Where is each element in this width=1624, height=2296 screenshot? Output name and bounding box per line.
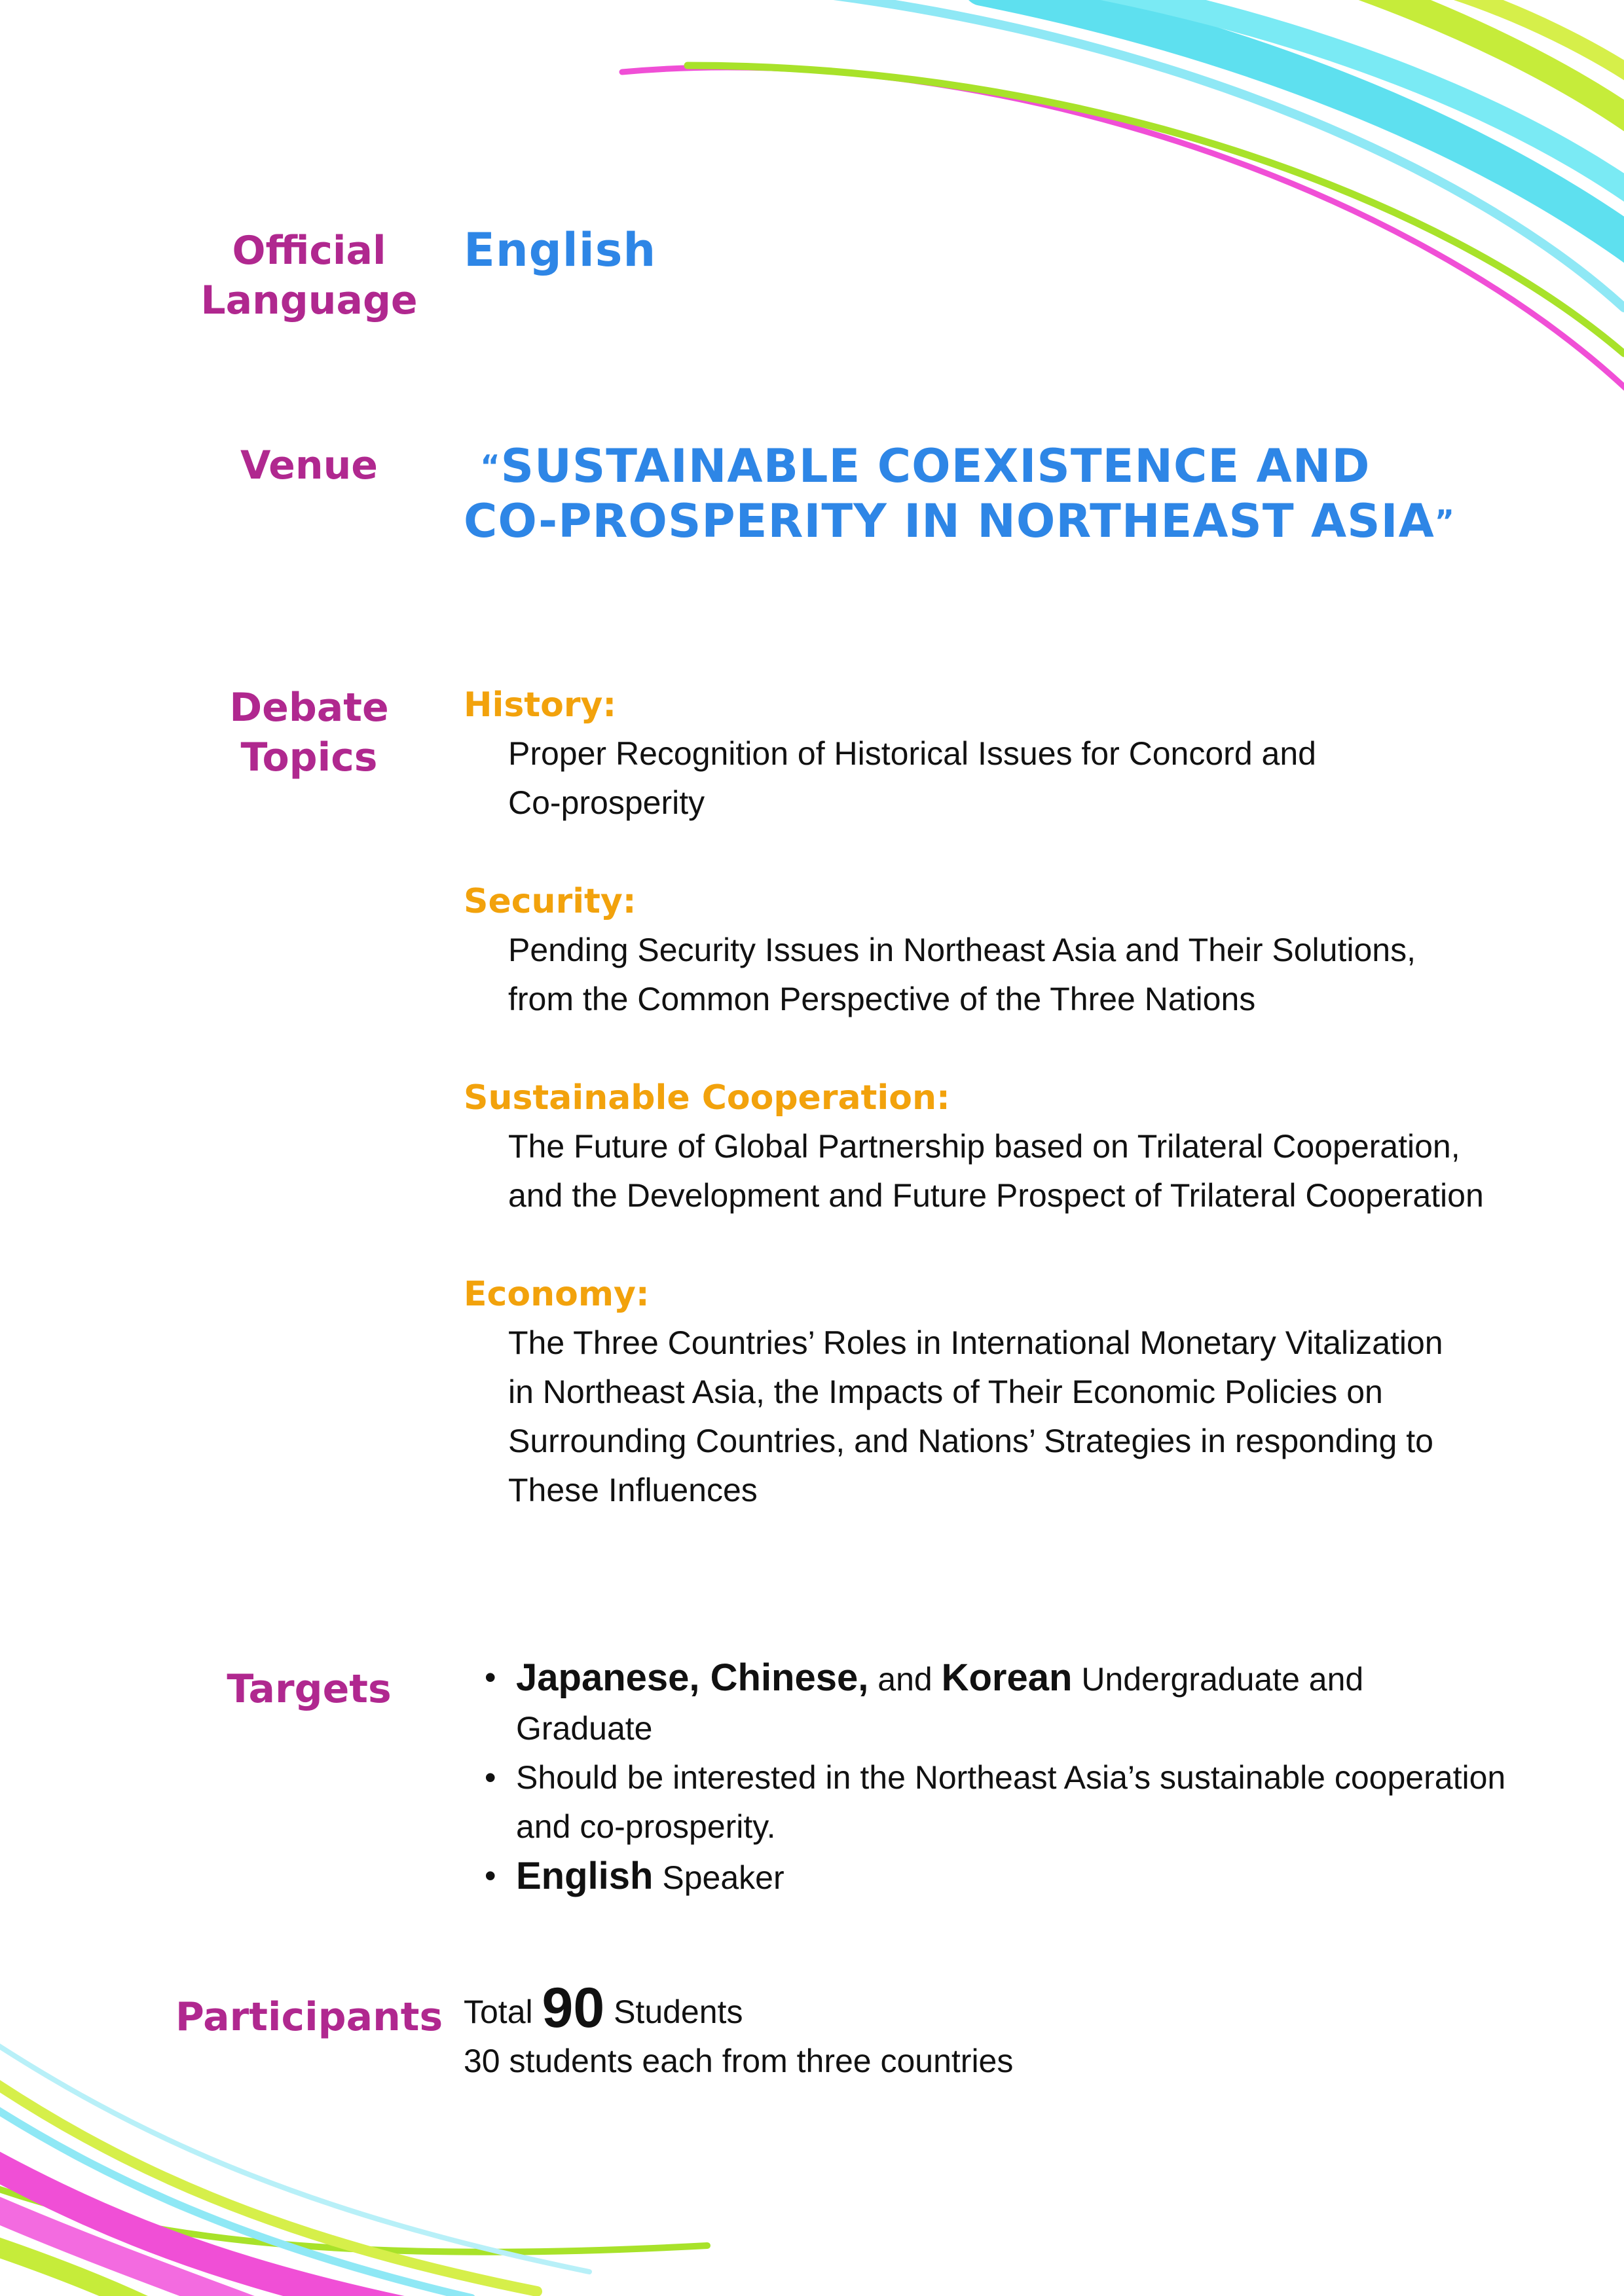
venue-title-part-2: CO-PROSPERITY IN NORTHEAST ASIA bbox=[464, 494, 1435, 548]
topic-security bbox=[464, 877, 1498, 1024]
official-language-value: English bbox=[464, 223, 657, 277]
label-line: Topics bbox=[240, 735, 378, 780]
target-korean: Korean bbox=[941, 1656, 1073, 1699]
participants-total bbox=[464, 1977, 1013, 2039]
total-prefix: Total bbox=[464, 1994, 542, 2030]
topic-line: and the Development and Future Prospect of Trilateral Cooperation bbox=[508, 1177, 1484, 1214]
open-quote: “ bbox=[480, 448, 501, 484]
participants-label bbox=[152, 1992, 466, 2042]
topic-line: The Future of Global Partnership based on Trilateral Cooperation, bbox=[508, 1128, 1460, 1165]
label-line: Debate bbox=[229, 685, 389, 731]
topic-line: These Influences bbox=[508, 1472, 758, 1508]
topic-heading: Sustainable Cooperation: bbox=[464, 1078, 950, 1118]
venue-value bbox=[464, 439, 1455, 549]
venue-title-part-1: SUSTAINABLE COEXISTENCE AND bbox=[500, 439, 1371, 493]
official-language-label bbox=[152, 226, 466, 325]
topic-heading: Economy: bbox=[464, 1275, 650, 1314]
target-item-1 bbox=[485, 1653, 1506, 1753]
topic-line: from the Common Perspective of the Three Nations bbox=[508, 981, 1256, 1017]
topic-line: in Northeast Asia, the Impacts of Their Economic Policies on bbox=[508, 1374, 1383, 1410]
label-line: Language bbox=[200, 278, 418, 323]
topic-history bbox=[464, 681, 1498, 828]
label-line: Participants bbox=[175, 1994, 443, 2040]
topic-economy bbox=[464, 1270, 1498, 1515]
venue-line-1 bbox=[464, 439, 1455, 494]
topic-sustainable-cooperation bbox=[464, 1074, 1498, 1220]
topic-description bbox=[508, 1122, 1498, 1220]
target-text: and bbox=[868, 1661, 942, 1698]
topic-line: The Three Countries’ Roles in International Monetary Vitalization bbox=[508, 1324, 1443, 1361]
label-line: Venue bbox=[240, 443, 378, 488]
debate-topics-label bbox=[152, 683, 466, 782]
bullet-icon: • bbox=[485, 1857, 496, 1894]
venue-line-2 bbox=[464, 494, 1455, 549]
target-nationalities: Japanese, Chinese, bbox=[516, 1656, 869, 1699]
topic-description bbox=[508, 926, 1498, 1024]
topic-description bbox=[508, 729, 1498, 828]
label-line: Targets bbox=[227, 1666, 392, 1712]
targets-list bbox=[485, 1653, 1506, 1903]
bullet-icon: • bbox=[485, 1659, 496, 1696]
topic-line: Co-prosperity bbox=[508, 784, 705, 821]
topic-description bbox=[508, 1319, 1498, 1515]
participants-info bbox=[464, 1977, 1014, 2086]
topic-line: Proper Recognition of Historical Issues for Concord and bbox=[508, 735, 1316, 772]
total-suffix: Students bbox=[604, 1994, 743, 2030]
target-text: Undergraduate and Graduate bbox=[516, 1661, 1364, 1747]
label-line: Official bbox=[232, 228, 386, 274]
participants-detail: 30 students each from three countries bbox=[464, 2043, 1014, 2079]
target-item-2 bbox=[485, 1753, 1506, 1851]
bullet-icon: • bbox=[485, 1759, 496, 1796]
top-right-swooshes bbox=[622, 0, 1624, 393]
targets-label bbox=[152, 1664, 466, 1714]
participant-count: 90 bbox=[542, 1977, 605, 2039]
venue-label bbox=[152, 441, 466, 490]
target-line: and co-prosperity. bbox=[516, 1808, 776, 1845]
topic-line: Pending Security Issues in Northeast Asia and Their Solutions, bbox=[508, 932, 1416, 968]
target-english: English bbox=[516, 1855, 654, 1897]
topic-line: Surrounding Countries, and Nations’ Strategies in responding to bbox=[508, 1423, 1433, 1459]
target-text: Speaker bbox=[653, 1859, 784, 1896]
target-line: Should be interested in the Northeast Asia’s sustainable cooperation bbox=[516, 1759, 1506, 1796]
target-item-3 bbox=[485, 1851, 1506, 1903]
topic-heading: History: bbox=[464, 685, 617, 725]
close-quote: ” bbox=[1434, 503, 1455, 539]
topic-heading: Security: bbox=[464, 882, 637, 921]
